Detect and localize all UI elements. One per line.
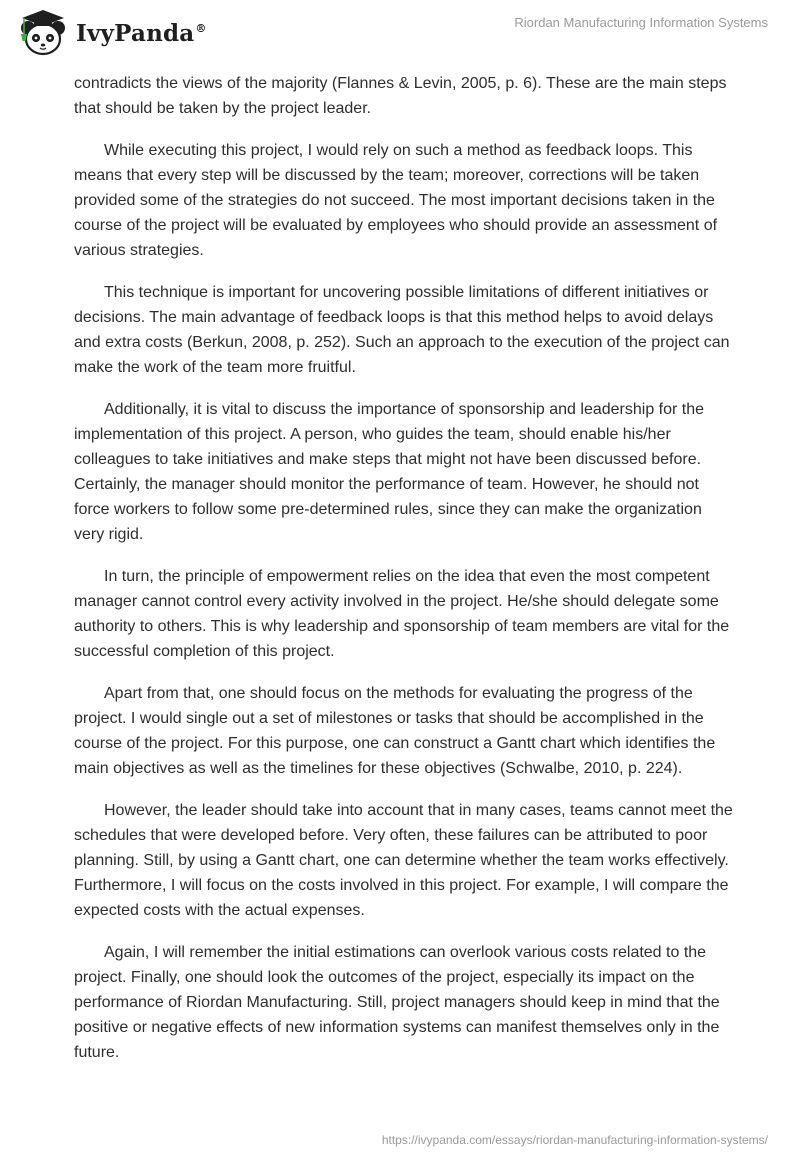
document-title: Riordan Manufacturing Information Systems	[514, 15, 768, 30]
paragraph: However, the leader should take into account that in many cases, teams cannot meet the schedules that were developed before. Very often, these failures can be attributed to poor planning. Still, by using a Gantt chart, one can determine whether the team works effectively. Furthermore, I will focus on the costs involved in this project. For example, I will compare the expected costs with the actual expenses.	[74, 802, 733, 919]
paragraph: This technique is important for uncovering possible limitations of different initiatives or decisions. The main advantage of feedback loops is that this method helps to avoid delays and extra costs (Berkun, 2008, p. 252). Such an approach to the execution of the project can make the work of the team more fruitful.	[74, 284, 730, 376]
panda-graduate-icon	[14, 8, 72, 58]
paragraph: In turn, the principle of empowerment relies on the idea that even the most competent manager cannot control every activity involved in the project. He/she should delegate some authority to others. This is why leadership and sponsorship of team members are vital for the successful completion of this project.	[74, 568, 730, 660]
brand-name: IvyPanda®	[76, 19, 207, 47]
page-header	[0, 0, 800, 70]
paragraph: Again, I will remember the initial estimations can overlook various costs related to the project. Finally, one should look the outcomes of the project, especially its impact on the performance of Riordan Manufacturing. Still, project managers should keep in mind that the positive or negative effects of new information systems can manifest themselves only in the future.	[74, 944, 720, 1061]
source-url-link[interactable]: https://ivypanda.com/essays/riordan-manufacturing-information-systems/	[381, 1133, 768, 1147]
paragraph: Additionally, it is vital to discuss the importance of sponsorship and leadership for the implementation of this project. A person, who guides the team, should enable his/her colleagues to take initiatives and make steps that might not have been discussed before. Certainly, the manager should monitor the performance of team. However, he should not force workers to follow some pre-determined rules, since they can make the organization very rigid.	[74, 401, 705, 543]
brand-registered-mark: ®	[195, 21, 207, 35]
essay-body	[74, 71, 734, 1082]
paragraph: contradicts the views of the majority (Flannes & Levin, 2005, p. 6). These are the main steps that should be taken by the project leader.	[74, 75, 727, 117]
paragraph: While executing this project, I would rely on such a method as feedback loops. This means that every step will be discussed by the team; moreover, corrections will be taken provided some of the strategies do not succeed. The most important decisions taken in the course of the project will be evaluated by employees who should provide an assessment of various strategies.	[74, 142, 718, 259]
paragraph: Apart from that, one should focus on the methods for evaluating the progress of the project. I would single out a set of milestones or tasks that should be accomplished in the course of the project. For this purpose, one can construct a Gantt chart which identifies the main objectives as well as the timelines for these objectives (Schwalbe, 2010, p. 224).	[74, 685, 716, 777]
brand-logo[interactable]	[14, 8, 207, 58]
